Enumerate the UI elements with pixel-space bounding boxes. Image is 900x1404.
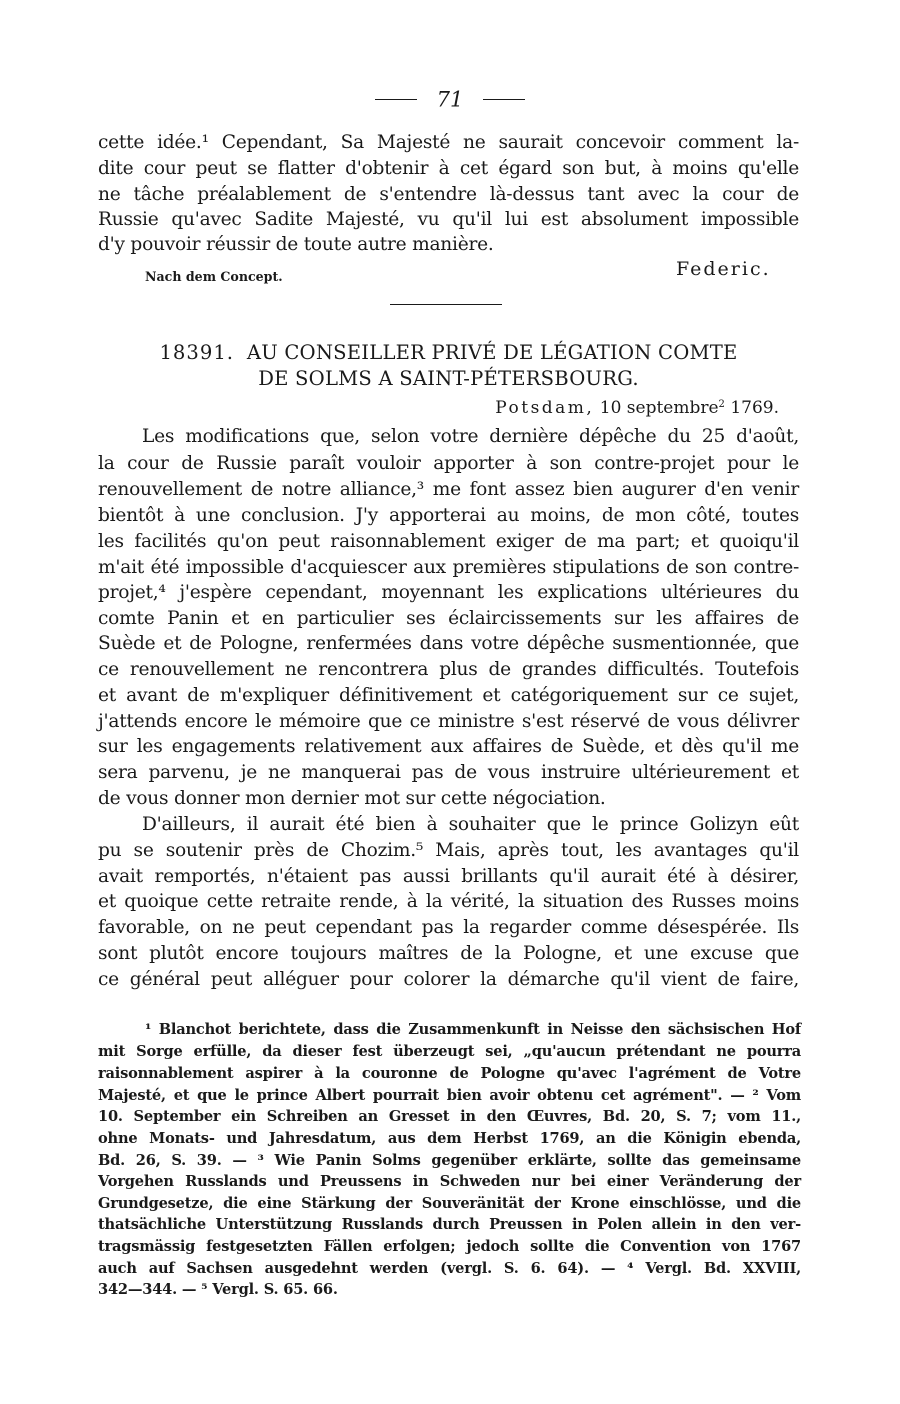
body-line: projet,⁴ j'espère cependant, moyennant les explications ultérieures du [98, 582, 799, 603]
signature: Federic. [676, 258, 771, 280]
footnote-line: ohne Monats- und Jahresdatum, aus dem Herbst 1769, an die Königin ebenda, [98, 1130, 801, 1147]
body-line: la cour de Russie paraît vouloir apporter à son contre-projet pour le [98, 453, 799, 474]
intro-line: d'y pouvoir réussir de toute autre manière. [98, 234, 494, 255]
letter-number: 18391. [159, 341, 235, 364]
body-line: sur les engagements relativement aux affaires de Suède, et dès qu'il me [98, 736, 799, 757]
footnote-line: 342—344. — ⁵ Vergl. S. 65. 66. [98, 1281, 338, 1298]
dateline [495, 398, 779, 418]
dateline-year: 1769. [730, 398, 779, 418]
body-line: les facilités qu'on peut raisonnablement exiger de ma part; et quoiqu'il [98, 531, 799, 552]
letter-title-line2: DE SOLMS A SAINT-PÉTERSBOURG. [258, 367, 639, 390]
dateline-date: 10 septembre [599, 398, 719, 418]
body-line: Les modifications que, selon votre dernière dépêche du 25 d'août, [142, 426, 799, 447]
footnote-line: thatsächliche Unterstützung Russlands durch Preussen in Polen allein in den ver- [98, 1216, 801, 1233]
body-line: favorable, on ne peut cependant pas la regarder comme désespérée. Ils [98, 917, 799, 938]
body-line: j'attends encore le mémoire que ce ministre s'est réservé de vous délivrer [98, 711, 799, 732]
body-line: bientôt à une conclusion. J'y apporterai au moins, de mon côté, toutes [98, 505, 799, 526]
header-rule-right [483, 99, 525, 100]
footnote-line: ¹ Blanchot berichtete, dass die Zusammenkunft in Neisse den sächsischen Hof [145, 1021, 801, 1038]
page-number: 71 [436, 87, 464, 112]
body-line: sont plutôt encore toujours maîtres de la Pologne, et une excuse que [98, 943, 799, 964]
footnote-line: raisonnablement aspirer à la couronne de Pologne qu'avec l'agrément de Votre [98, 1065, 801, 1082]
section-divider [390, 304, 502, 305]
intro-line: Russie qu'avec Sadite Majesté, vu qu'il lui est absolument impossible [98, 209, 799, 230]
footnote-line: Vorgehen Russlands und Preussens in Schweden nur bei einer Veränderung der [98, 1173, 801, 1190]
footnote-line: tragsmässig festgesetzten Fällen erfolgen; jedoch sollte die Convention von 1767 [98, 1238, 801, 1255]
letter-title-text1: AU CONSEILLER PRIVÉ DE LÉGATION COMTE [246, 341, 738, 364]
body-line: et quoique cette retraite rende, à la vérité, la situation des Russes moins [98, 891, 799, 912]
intro-line: cette idée.¹ Cependant, Sa Majesté ne saurait concevoir comment la- [98, 132, 799, 153]
body-line: ce général peut alléguer pour colorer la démarche qu'il vient de faire, [98, 969, 799, 990]
footnote-line: Majesté, et que le prince Albert pourrait bien avoir obtenu cet agrément". — ² Vom [98, 1087, 801, 1104]
footnote-line: mit Sorge erfülle, da dieser fest überzeugt sei, „qu'aucun prétendant ne pourra [98, 1043, 801, 1060]
header-rule-left [375, 99, 417, 100]
body-line: pu se soutenir près de Chozim.⁵ Mais, après tout, les avantages qu'il [98, 840, 799, 861]
body-line: ce renouvellement ne rencontrera plus de grandes difficultés. Toutefois [98, 659, 799, 680]
body-line: m'ait été impossible d'acquiescer aux premières stipulations de son contre- [98, 557, 799, 578]
page-header [0, 86, 900, 112]
source-note: Nach dem Concept. [145, 269, 283, 284]
dateline-place: Potsdam, [495, 398, 595, 418]
body-line: D'ailleurs, il aurait été bien à souhaiter que le prince Golizyn eût [142, 814, 799, 835]
letter-title-line1 [98, 341, 799, 364]
intro-line: ne tâche préalablement de s'entendre là-dessus tant avec la cour de [98, 184, 799, 205]
footnote-line: auch auf Sachsen ausgedehnt werden (vergl. S. 6. 64). — ⁴ Vergl. Bd. XXVIII, [98, 1260, 801, 1277]
body-line: avait remportés, n'étaient pas aussi brillants qu'il aurait été à désirer, [98, 866, 799, 887]
body-line: Suède et de Pologne, renfermées dans votre dépêche susmentionnée, que [98, 633, 799, 654]
dateline-footnote-ref: 2 [718, 399, 725, 410]
body-line: renouvellement de notre alliance,³ me font assez bien augurer d'en venir [98, 479, 799, 500]
body-line: comte Panin et en particulier ses éclaircissements sur les affaires de [98, 608, 799, 629]
body-line: sera parvenu, je ne manquerai pas de vous instruire ultérieurement et [98, 762, 799, 783]
footnote-line: Bd. 26, S. 39. — ³ Wie Panin Solms gegenüber erklärte, sollte das gemeinsame [98, 1152, 801, 1169]
intro-line: dite cour peut se flatter d'obtenir à cet égard son but, à moins qu'elle [98, 158, 799, 179]
body-line: et avant de m'expliquer définitivement et catégoriquement sur ce sujet, [98, 685, 799, 706]
body-line: de vous donner mon dernier mot sur cette négociation. [98, 788, 606, 809]
footnote-line: 10. September ein Schreiben an Gresset in den Œuvres, Bd. 20, S. 7; vom 11., [98, 1108, 801, 1125]
footnote-line: Grundgesetze, die eine Stärkung der Souveränität der Krone einschlösse, und die [98, 1195, 801, 1212]
